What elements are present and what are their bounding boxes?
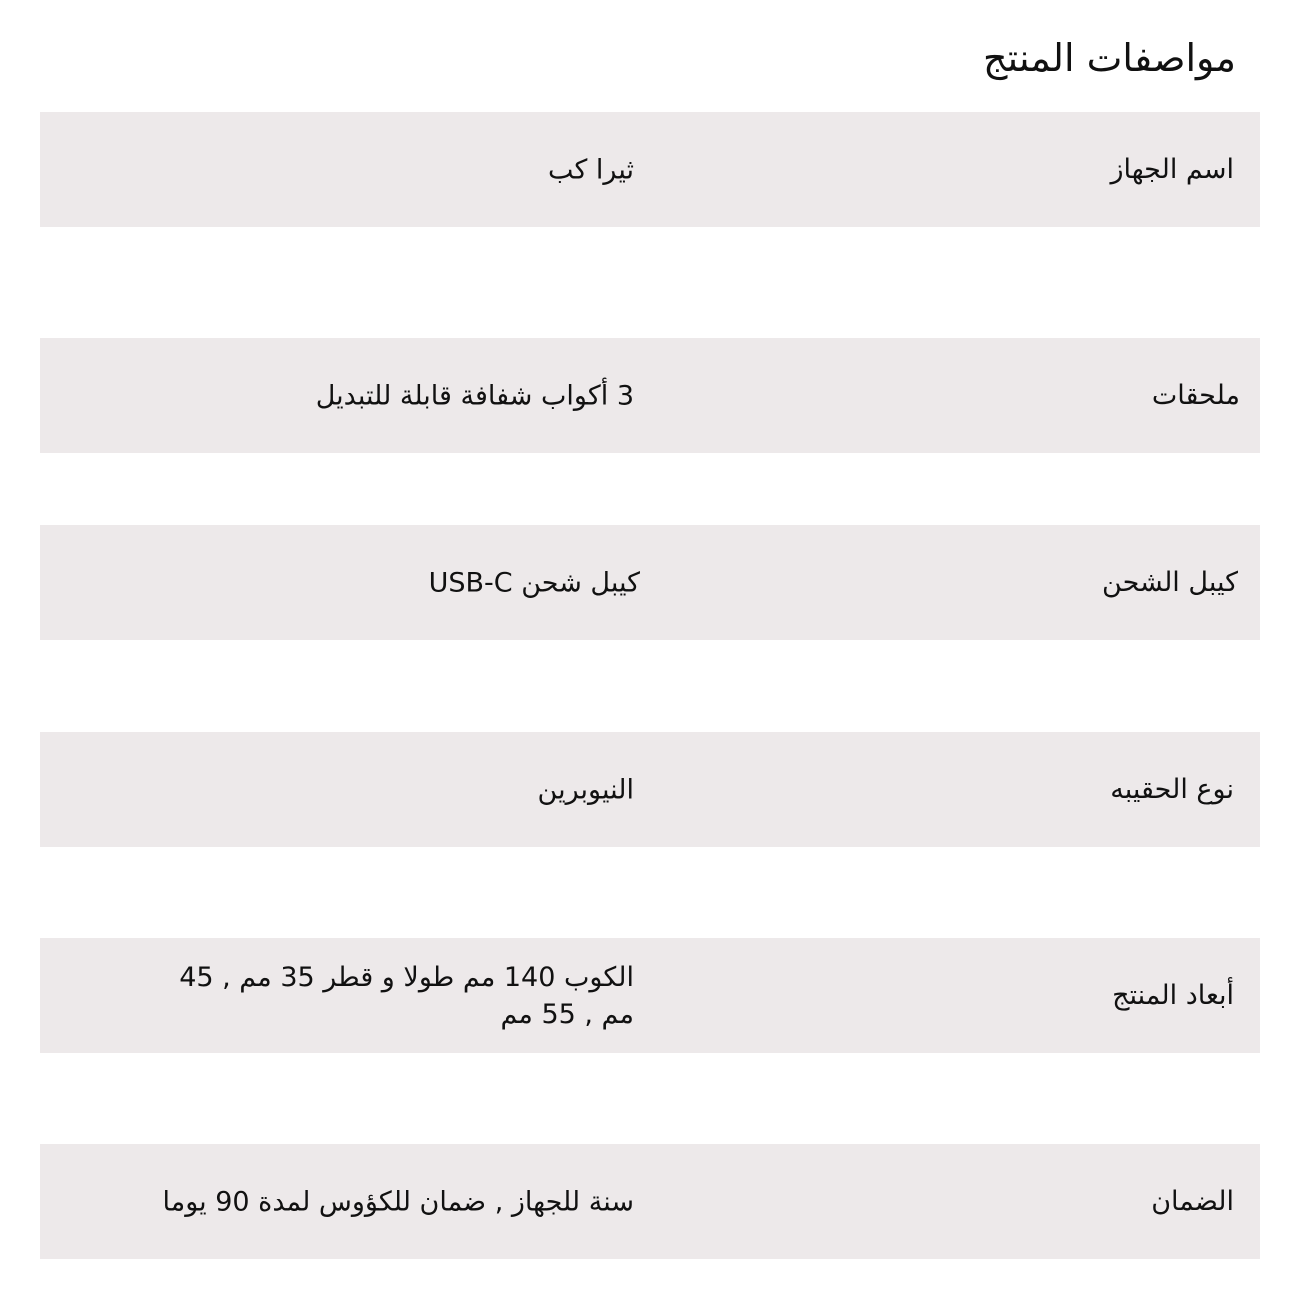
spec-value: ثيرا كب [547,154,634,185]
spec-row-charging-cable [40,525,1260,640]
spec-value: سنة للجهاز , ضمان للكؤوس لمدة 90 يوما [162,1186,634,1217]
spec-label: ملحقات [1151,379,1240,411]
spec-label: أبعاد المنتج [1112,979,1234,1011]
spec-value: النيوبرين [537,774,634,805]
spec-label: نوع الحقيبه [1110,773,1234,805]
spec-value: الكوب 140 مم طولا و قطر 35 مم , 45 مم , 55 مم [179,961,634,1030]
spec-label: اسم الجهاز [1110,153,1234,185]
spec-value: كيبل شحن USB-C [428,567,640,598]
spec-row-bag-type [40,732,1260,847]
spec-row-dimensions [40,938,1260,1053]
spec-label: كيبل الشحن [1102,566,1238,598]
spec-row-accessories [40,338,1260,453]
page-title: مواصفات المنتج [982,36,1236,80]
spec-row-warranty [40,1144,1260,1259]
spec-row-device-name [40,112,1260,227]
spec-label: الضمان [1151,1185,1234,1217]
spec-value: 3 أكواب شفافة قابلة للتبديل [315,380,634,411]
